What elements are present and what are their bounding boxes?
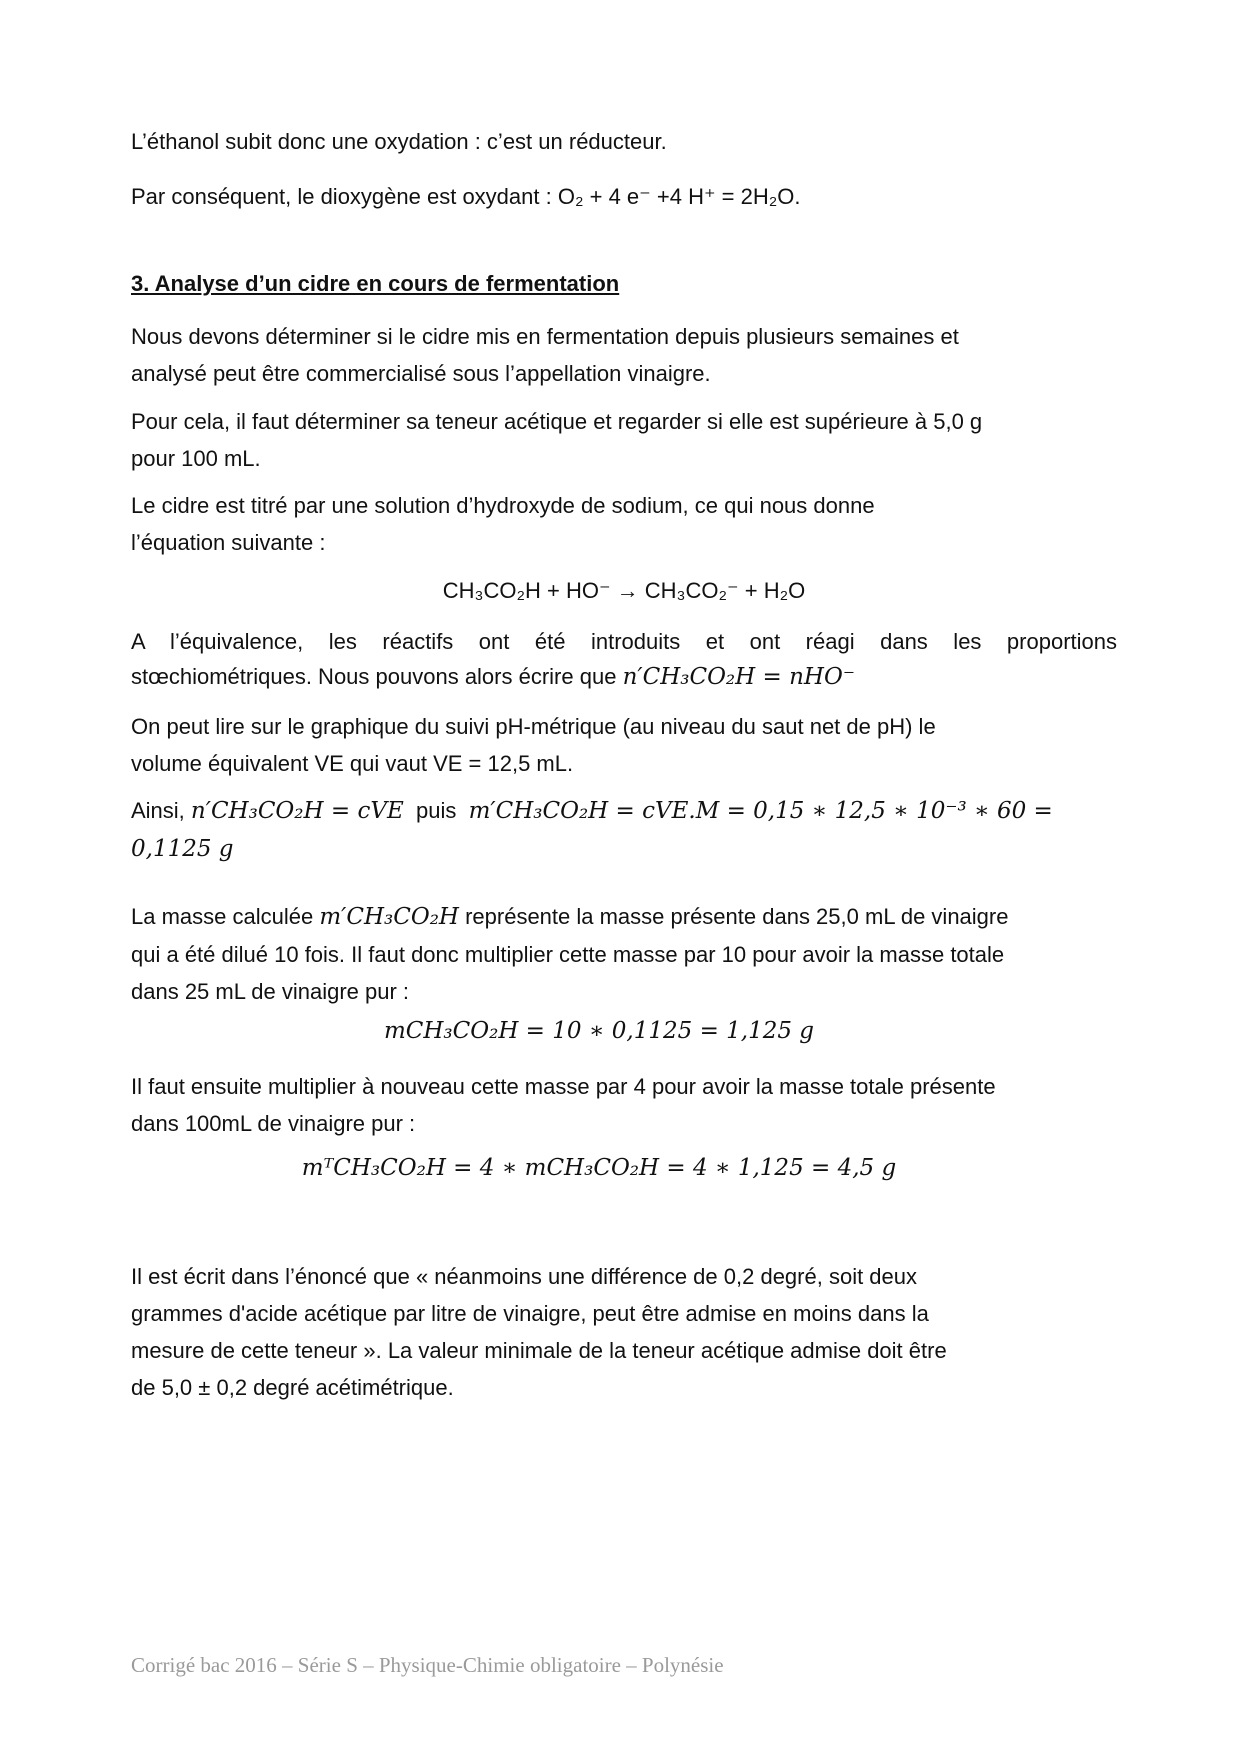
dilution-text-start: La masse calculée (131, 904, 320, 929)
moles-relation: n′CH₃CO₂H = cVE (190, 798, 404, 824)
equivalence-relation: n′CH₃CO₂H = nHO⁻ (622, 664, 855, 690)
paragraph-tolerance: Il est écrit dans l’énoncé que « néanmoins une différence de 0,2 degré, soit deux grammes d'acide acétique par litre de vinaigre, peut être admise en moins dans la mesure de cette teneur ». La valeur minimale de la teneur acétique admise doit être de 5,0 ± 0,2 degré acétimétrique. (131, 1264, 947, 1400)
oxygen-half-equation: O₂ + 4 e⁻ +4 H⁺ = 2H₂O. (557, 184, 801, 209)
section-title: 3. Analyse d’un cidre en cours de fermentation (131, 271, 620, 296)
equation-mass-100ml: mᵀCH₃CO₂H = 4 ∗ mCH₃CO₂H = 4 ∗ 1,125 = 4,5 g (301, 1155, 897, 1181)
text-line-oxidant (131, 178, 1117, 215)
paragraph-equivalence-line1: A l’équivalence, les réactifs ont été introduits et ont réagi dans les proportions (131, 629, 1117, 654)
paragraph-equivalent-volume: On peut lire sur le graphique du suivi pH-métrique (au niveau du saut net de pH) le volume équivalent VE qui vaut VE = 12,5 mL. (131, 714, 936, 776)
paragraph-multiply-4: Il faut ensuite multiplier à nouveau cette masse par 4 pour avoir la masse totale présente dans 100mL de vinaigre pur : (131, 1074, 996, 1136)
titration-reaction: CH₃CO₂H + HO⁻ → CH₃CO₂⁻ + H₂O (442, 578, 806, 603)
paragraph-equivalence-line2 (131, 658, 1117, 696)
dilution-text-rest: représente la masse présente dans 25,0 mL de vinaigre qui a été dilué 10 fois. Il faut donc multiplier cette masse par 10 pour avoir la masse totale dans 25 mL de vinaigre pur : (131, 904, 1009, 1004)
paragraph-mass-calculation (131, 792, 1117, 868)
oxidant-text: Par conséquent, le dioxygène est oxydant : (131, 184, 558, 209)
paragraph-titration: Le cidre est titré par une solution d’hydroxyde de sodium, ce qui nous donne l’équation suivante : (131, 493, 875, 555)
computed-mass-symbol: m′CH₃CO₂H (319, 904, 459, 930)
ainsi-text: Ainsi, (131, 798, 191, 823)
paragraph-dilution (131, 898, 1011, 1010)
text-line-oxidation: L’éthanol subit donc une oxydation : c’est un réducteur. (131, 129, 667, 154)
equivalence-text: stœchiométriques. Nous pouvons alors écrire que (131, 664, 623, 689)
equation-mass-25ml: mCH₃CO₂H = 10 ∗ 0,1125 = 1,125 g (383, 1018, 815, 1044)
paragraph-goal: Nous devons déterminer si le cidre mis en fermentation depuis plusieurs semaines et analysé peut être commercialisé sous l’appellation vinaigre. (131, 324, 959, 386)
paragraph-method: Pour cela, il faut déterminer sa teneur acétique et regarder si elle est supérieure à 5,0 g pour 100 mL. (131, 409, 983, 471)
puis-text: puis (415, 798, 457, 823)
mass-relation: m′CH₃CO₂H = cVE.M = 0,15 ∗ 12,5 ∗ 10⁻³ ∗ 60 = 0,1125 g (131, 798, 1053, 862)
page-footer: Corrigé bac 2016 – Série S – Physique-Chimie obligatoire – Polynésie (131, 1653, 724, 1677)
